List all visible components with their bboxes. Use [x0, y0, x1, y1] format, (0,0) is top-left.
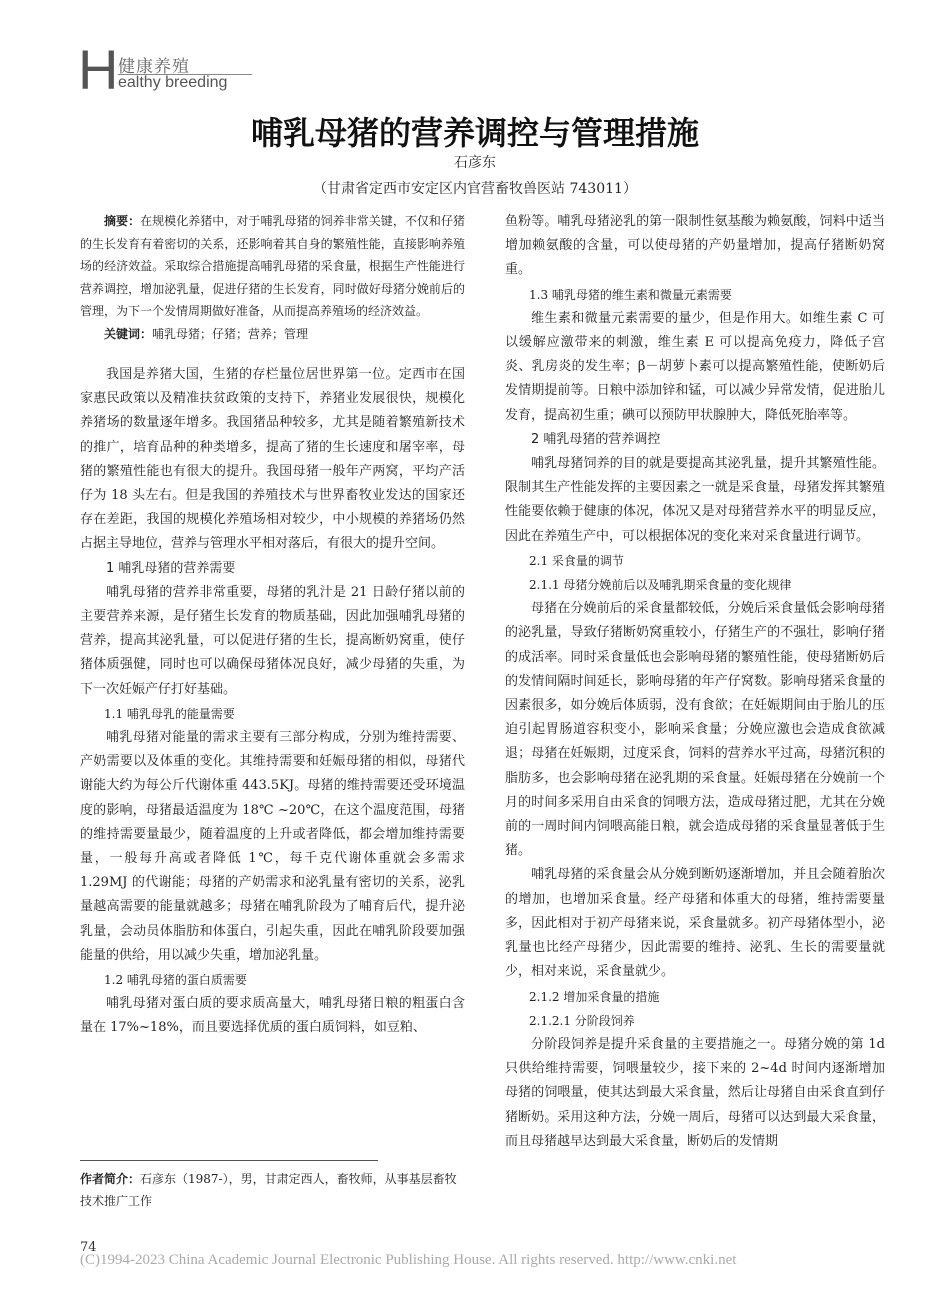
- footnote-divider: [80, 1160, 378, 1161]
- left-column: [80, 210, 465, 1041]
- paragraph: 哺乳母猪的采食量会从分娩到断奶逐渐增加，并且会随着胎次的增加，也增加采食量。经产母猪和体重大的母猪，维持需要量多，因此相对于初产母猪来说，采食量就多。初产母猪体型小，泌乳量也比经产母猪少，因此需要的维持、泌乳、生长的需要量就少，相对来说，采食量就少。: [505, 867, 885, 980]
- article-title: 哺乳母猪的营养调控与管理措施: [250, 114, 699, 152]
- paragraph: 哺乳母猪饲养的目的就是要提高其泌乳量，提升其繁殖性能。限制其生产性能发挥的主要因素之一就是采食量，母猪发挥其繁殖性能要依赖于健康的体况，体况又是对母猪营养水平的明显反应，因此在养殖生产中，可以根据体况的变化来对采食量进行调节。: [505, 456, 885, 544]
- subsection-heading-2-1-2-1: 2.1.2.1 分阶段饲养: [529, 1013, 635, 1028]
- right-column: [505, 210, 885, 1154]
- subsection-heading-1-3: 1.3 哺乳母猪的维生素和微量元素需要: [529, 287, 732, 302]
- paragraph: 哺乳母猪的营养非常重要，母猪的乳汁是 21 日龄仔猪以前的主要营养来源，是仔猪生长发育的物质基础，因此加强哺乳母猪的营养，提高其泌乳量，可以促进仔猪的生长，提高断奶窝重，使仔猪体质强健，同时也可以确保母猪体况良好，减少母猪的失重，为下一次妊娠产仔打好基础。: [80, 584, 465, 697]
- section-header: [78, 38, 398, 101]
- paragraph: 鱼粉等。哺乳母猪泌乳的第一限制性氨基酸为赖氨酸，饲料中适当增加赖氨酸的含量，可以使母猪的产奶量增加，提高仔猪断奶窝重。: [505, 214, 885, 278]
- keywords-label: 关键词：: [104, 326, 153, 341]
- paragraph: 维生素和微量元素需要的量少，但是作用大。如维生素 C 可以缓解应激带来的刺激，维生素 E 可以提高免疫力，降低子宫炎、乳房炎的发生率；β－胡萝卜素可以提高繁殖性能，使断奶后发情期提前等。日粮中添加锌和锰，可以减少异常发情，促进胎儿发育，提高初生重；碘可以预防甲状腺肿大，降低死胎率等。: [505, 310, 885, 423]
- footnote-label: 作者简介：: [80, 1172, 141, 1186]
- author-footnote: [80, 1168, 465, 1212]
- keywords-text: 哺乳母猪；仔猪；营养；管理: [152, 326, 309, 341]
- footnote-text: 石彦东（1987-），男，甘肃定西人，畜牧师，从事基层畜牧技术推广工作: [80, 1172, 457, 1208]
- paragraph: 母猪在分娩前后的采食量都较低，分娩后采食量低会影响母猪的泌乳量，导致仔猪断奶窝重较小，仔猪生产的不强壮，影响仔猪的成活率。同时采食量低也会影响母猪的繁殖性能，使母猪断奶后的发情间隔时间延长，影响母猪的年产仔窝数。影响母猪采食量的因素很多，如分娩后体质弱，没有食欲；在妊娠期间由于胎儿的压迫引起胃肠道容积变小，影响采食量；分娩应激也会造成食欲减退；母猪在妊娠期，过度采食，饲料的营养水平过高，母猪沉积的脂肪多，也会影响母猪在泌乳期的采食量。妊娠母猪在分娩前一个月的时间多采用自由采食的饲喂方法，造成母猪过肥，尤其在分娩前的一周时间内饲喂高能日粮，就会造成母猪的采食量显著低于生猪。: [505, 601, 885, 859]
- author-affiliation: （甘肃省定西市安定区内官营畜牧兽医站 743011）: [313, 181, 637, 197]
- abstract-text: 在规模化养猪中，对于哺乳母猪的饲养非常关键，不仅和仔猪的生长发育有着密切的关系，还影响着其自身的繁殖性能，直接影响养殖场的经济效益。采取综合措施提高哺乳母猪的采食量，根据生产性能进行营养调控，增加泌乳量，促进仔猪的生长发育，同时做好母猪分娩前后的管理，为下一个发情周期做好准备，从而提高养殖场的经济效益。: [80, 214, 465, 318]
- intro-paragraph: 我国是养猪大国，生猪的存栏量位居世界第一位。定西市在国家惠民政策以及精准扶贫政策的支持下，养猪业发展很快，规模化养猪场的数量逐年增多。我国猪品种较多，尤其是随着繁殖新技术的推广，培育品种的种类增多，提高了猪的生长速度和屠宰率，母猪的繁殖性能也有很大的提升。我国母猪一般年产两窝，平均产活仔为 18 头左右。但是我国的养殖技术与世界畜牧业发达的国家还存在差距，我国的规模化养殖场相对较少，中小规模的养猪场仍然占据主导地位，营养与管理水平相对落后，有很大的提升空间。: [80, 367, 465, 552]
- header-letter: H: [78, 38, 119, 101]
- abstract-label: 摘要：: [104, 214, 141, 228]
- paragraph: 哺乳母猪对蛋白质的要求质高量大，哺乳母猪日粮的粗蛋白含量在 17%~18%，而且要选择优质的蛋白质饲料，如豆粕、: [80, 996, 465, 1036]
- section-heading-1: 1 哺乳母猪的营养需要: [106, 560, 236, 576]
- section-heading-2: 2 哺乳母猪的营养调控: [531, 431, 661, 447]
- subsection-heading-1-2: 1.2 哺乳母猪的蛋白质需要: [104, 973, 247, 988]
- header-english: ealthy breeding: [118, 74, 228, 91]
- paragraph: 哺乳母猪对能量的需求主要有三部分构成，分别为维持需要、产奶需要以及体重的变化。其维持需要和妊娠母猪的相似，母猪代谢能大约为每公斤代谢体重 443.5KJ。母猪的维持需要还受环境温度的影响，母猪最适温度为 18℃ ~20℃，在这个温度范围，母猪的维持需要量最少，随着温度的上升或者降低，都会增加维持需要量，一般每升高或者降低 1℃，每千克代谢体重就会多需求 1.29MJ 的代谢能；母猪的产奶需求和泌乳量有密切的关系，泌乳量越高需要的能量就越多；母猪在哺乳阶段为了哺育后代，提升泌乳量，会动员体脂肪和体蛋白，引起失重，因此在哺乳阶段要加强能量的供给，用以减少失重，增加泌乳量。: [80, 730, 465, 963]
- subsection-heading-2-1: 2.1 采食量的调节: [529, 553, 624, 568]
- header-chinese: 健康养殖: [118, 57, 190, 77]
- copyright-notice: (C)1994-2023 China Academic Journal Electronic Publishing House. All rights reserved. http://www.cnki.net: [80, 1252, 737, 1268]
- keywords: [80, 323, 465, 346]
- page-number: 74: [80, 1240, 97, 1255]
- author-name: 石彦东: [454, 155, 496, 171]
- paragraph: 分阶段饲养是提升采食量的主要措施之一。母猪分娩的第 1d 只供给维持需要，饲喂量较少，接下来的 2~4d 时间内逐渐增加母猪的饲喂量，使其达到最大采食量，然后让母猪自由采食直到仔猪断奶。采用这种方法，分娩一周后，母猪可以达到最大采食量，而且母猪越早达到最大采食量，断奶后的发情期: [505, 1036, 885, 1149]
- abstract: [80, 210, 465, 323]
- subsection-heading-2-1-1: 2.1.1 母猪分娩前后以及哺乳期采食量的变化规律: [529, 578, 792, 593]
- subsection-heading-1-1: 1.1 哺乳母乳的能量需要: [104, 706, 235, 721]
- subsection-heading-2-1-2: 2.1.2 增加采食量的措施: [529, 989, 660, 1004]
